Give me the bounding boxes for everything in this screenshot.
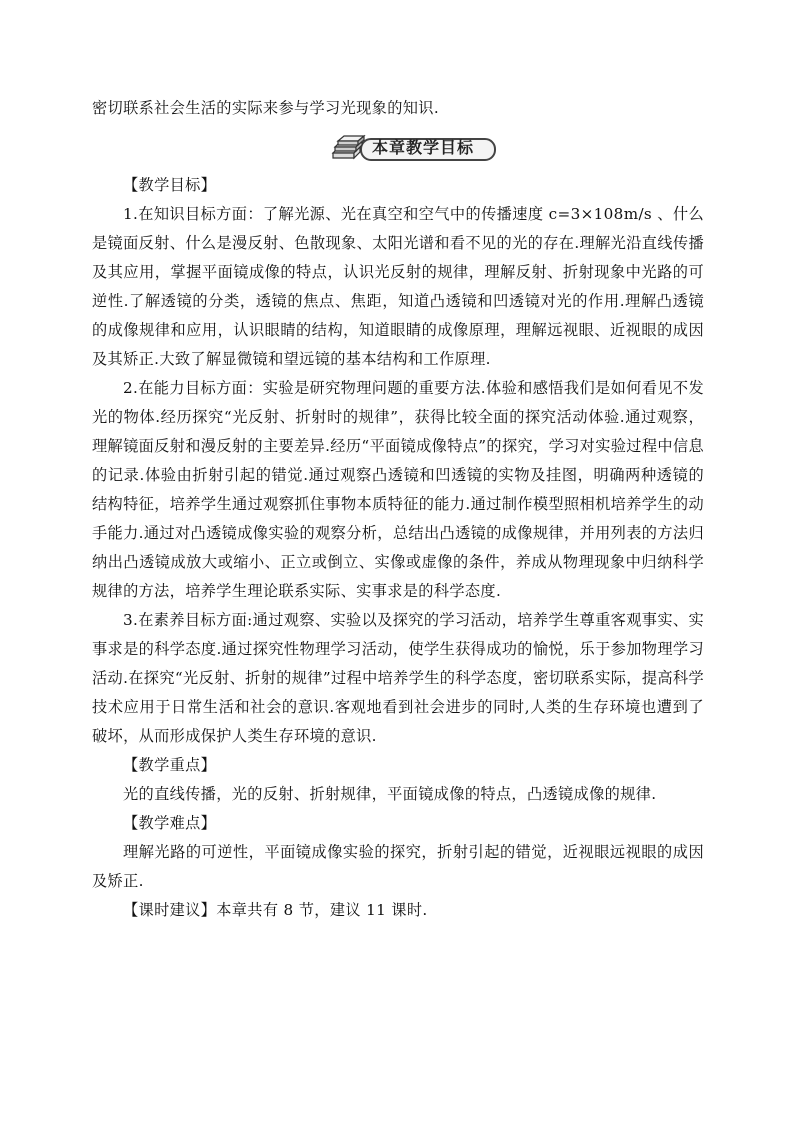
section-banner — [330, 133, 496, 161]
section-banner-row — [92, 123, 704, 171]
class-hours-heading: 【课时建议】 — [123, 901, 217, 919]
goal-2-paragraph: 2.在能力目标方面：实验是研究物理问题的重要方法.体验和感悟我们是如何看见不发光的物体.经历探究“光反射、折射时的规律”，获得比较全面的探究活动体验.通过观察，理解镜面反射和漫反射的主要差异.经历“平面镜成像特点”的探究，学习对实验过程中信息的记录.体验由折射引起的错觉.通过观察凸透镜和凹透镜的实物及挂图，明确两种透镜的结构特征，培养学生通过观察抓住事物本质特征的能力.通过制作模型照相机培养学生的动手能力.通过对凸透镜成像实验的观察分析，总结出凸透镜的成像规律，并用列表的方法归纳出凸透镜成放大或缩小、正立或倒立、实像或虚像的条件，养成从物理现象中归纳科学规律的方法，培养学生理论联系实际、实事求是的科学态度. — [92, 379, 704, 600]
class-hours-line — [92, 896, 704, 925]
key-points-heading: 【教学重点】 — [123, 756, 217, 774]
difficulty-text: 理解光路的可逆性，平面镜成像实验的探究，折射引起的错觉，近视眼远视眼的成因及矫正. — [92, 843, 704, 890]
class-hours-text: 本章共有 8 节，建议 11 课时. — [216, 901, 428, 919]
intro-line: 密切联系社会生活的实际来参与学习光现象的知识. — [92, 99, 440, 117]
goal-3-paragraph: 3.在素养目标方面:通过观察、实验以及探究的学习活动，培养学生尊重客观事实、实事求是的科学态度.通过探究性物理学习活动，使学生获得成功的愉悦，乐于参加物理学习活动.在探究“光反射、折射的规律”过程中培养学生的科学态度，密切联系实际，提高科学技术应用于日常生活和社会的意识.客观地看到社会进步的同时,人类的生存环境也遭到了破坏，从而形成保护人类生存环境的意识. — [92, 611, 704, 745]
banner-title: 本章教学目标 — [372, 138, 475, 157]
goals-heading: 【教学目标】 — [123, 176, 217, 194]
goal-1-paragraph: 1.在知识目标方面：了解光源、光在真空和空气中的传播速度 c=3×108m/s 、什么是镜面反射、什么是漫反射、色散现象、太阳光谱和看不见的光的存在.理解光沿直线传播及其应用，掌握平面镜成像的特点，认识光反射的规律，理解反射、折射现象中光路的可逆性.了解透镜的分类，透镜的焦点、焦距，知道凸透镜和凹透镜对光的作用.理解凸透镜的成像规律和应用，认识眼睛的结构，知道眼睛的成像原理，理解远视眼、近视眼的成因及其矫正.大致了解显微镜和望远镜的基本结构和工作原理. — [92, 205, 704, 368]
document-body — [92, 94, 704, 925]
difficulty-heading: 【教学难点】 — [123, 814, 217, 832]
key-points-text: 光的直线传播，光的反射、折射规律，平面镜成像的特点，凸透镜成像的规律. — [123, 785, 657, 803]
books-stack-icon — [330, 133, 370, 161]
